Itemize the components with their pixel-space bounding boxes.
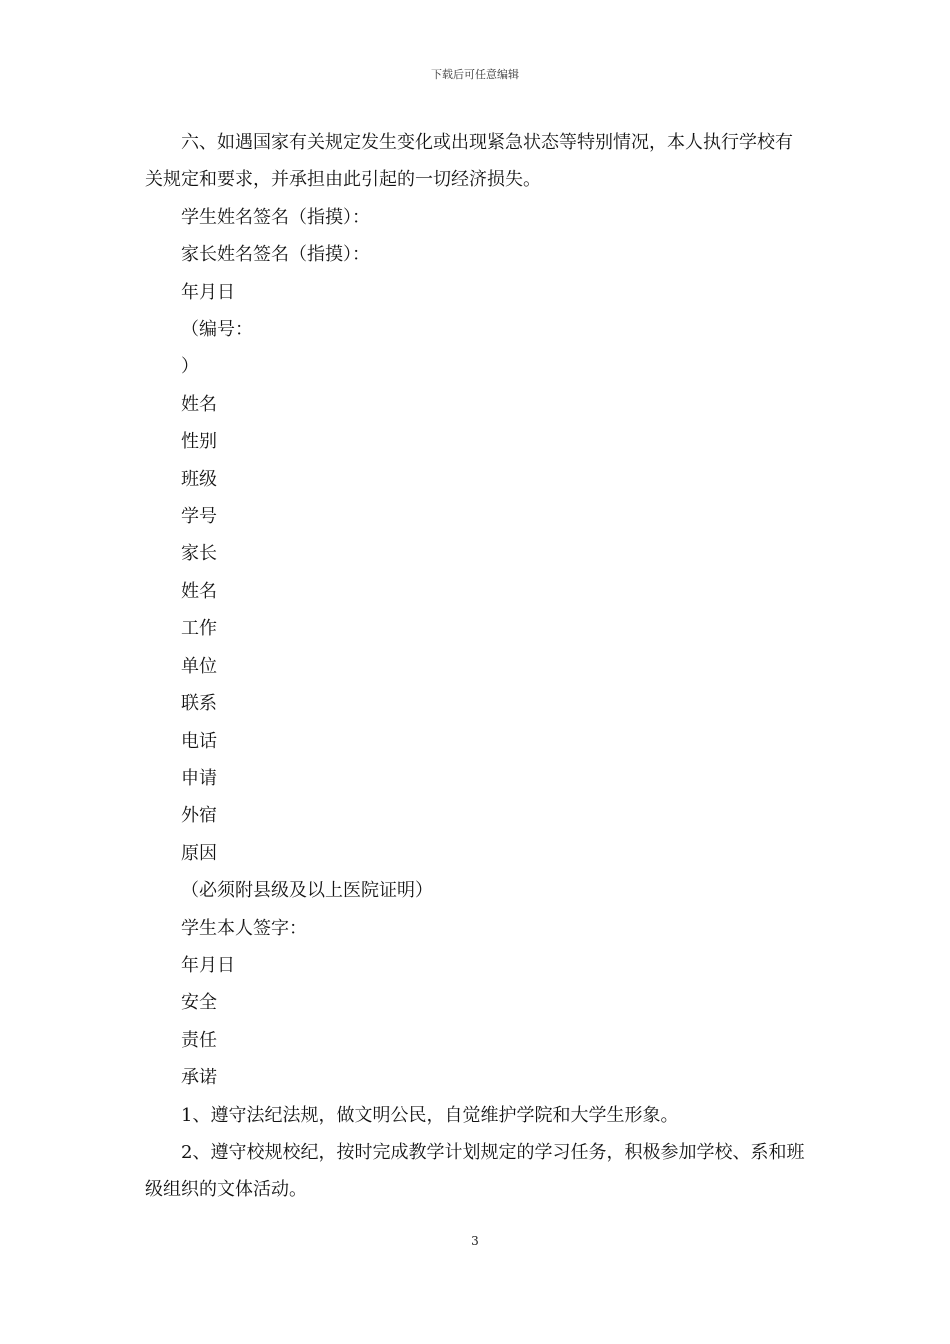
- date-line-2: 年月日: [181, 954, 235, 976]
- hospital-proof-note: （必须附县级及以上医院证明）: [181, 880, 433, 902]
- field-label-parent-name: 姓名: [181, 580, 217, 602]
- field-label-parent: 家长: [181, 543, 217, 565]
- document-body: [145, 124, 810, 1209]
- serial-number-close: ）: [181, 356, 199, 378]
- commitment-item-2: 2、遵守校规校纪，按时完成教学计划规定的学习任务，积极参加学校、系和班级组织的文体活动。: [145, 1141, 805, 1201]
- page-header: 下载后可任意编辑: [431, 68, 519, 81]
- field-label-phone: 电话: [181, 730, 217, 752]
- parent-signature-line: 家长姓名签名（指摸）：: [181, 244, 370, 266]
- field-label-apply: 申请: [181, 767, 217, 789]
- page-number: 3: [471, 1234, 479, 1248]
- title-responsibility: 责任: [181, 1029, 217, 1051]
- student-self-signature-line: 学生本人签字：: [181, 917, 307, 939]
- title-commitment: 承诺: [181, 1067, 217, 1089]
- field-label-name: 姓名: [181, 393, 217, 415]
- serial-number-open: （编号：: [181, 319, 253, 341]
- field-label-student-id: 学号: [181, 506, 217, 528]
- student-signature-line: 学生姓名签名（指摸）：: [181, 206, 370, 228]
- field-label-class: 班级: [181, 468, 217, 490]
- date-line: 年月日: [181, 281, 235, 303]
- commitment-item-1: 1、遵守法纪法规，做文明公民，自觉维护学院和大学生形象。: [181, 1104, 679, 1126]
- field-label-work: 工作: [181, 618, 217, 640]
- title-safety: 安全: [181, 992, 217, 1014]
- field-label-gender: 性别: [181, 431, 217, 453]
- field-label-contact: 联系: [181, 693, 217, 715]
- field-label-reason: 原因: [181, 842, 217, 864]
- field-label-off-campus: 外宿: [181, 805, 217, 827]
- paragraph-special-circumstances: 六、如遇国家有关规定发生变化或出现紧急状态等特别情况，本人执行学校有关规定和要求，并承担由此引起的一切经济损失。: [145, 132, 793, 191]
- field-label-unit: 单位: [181, 655, 217, 677]
